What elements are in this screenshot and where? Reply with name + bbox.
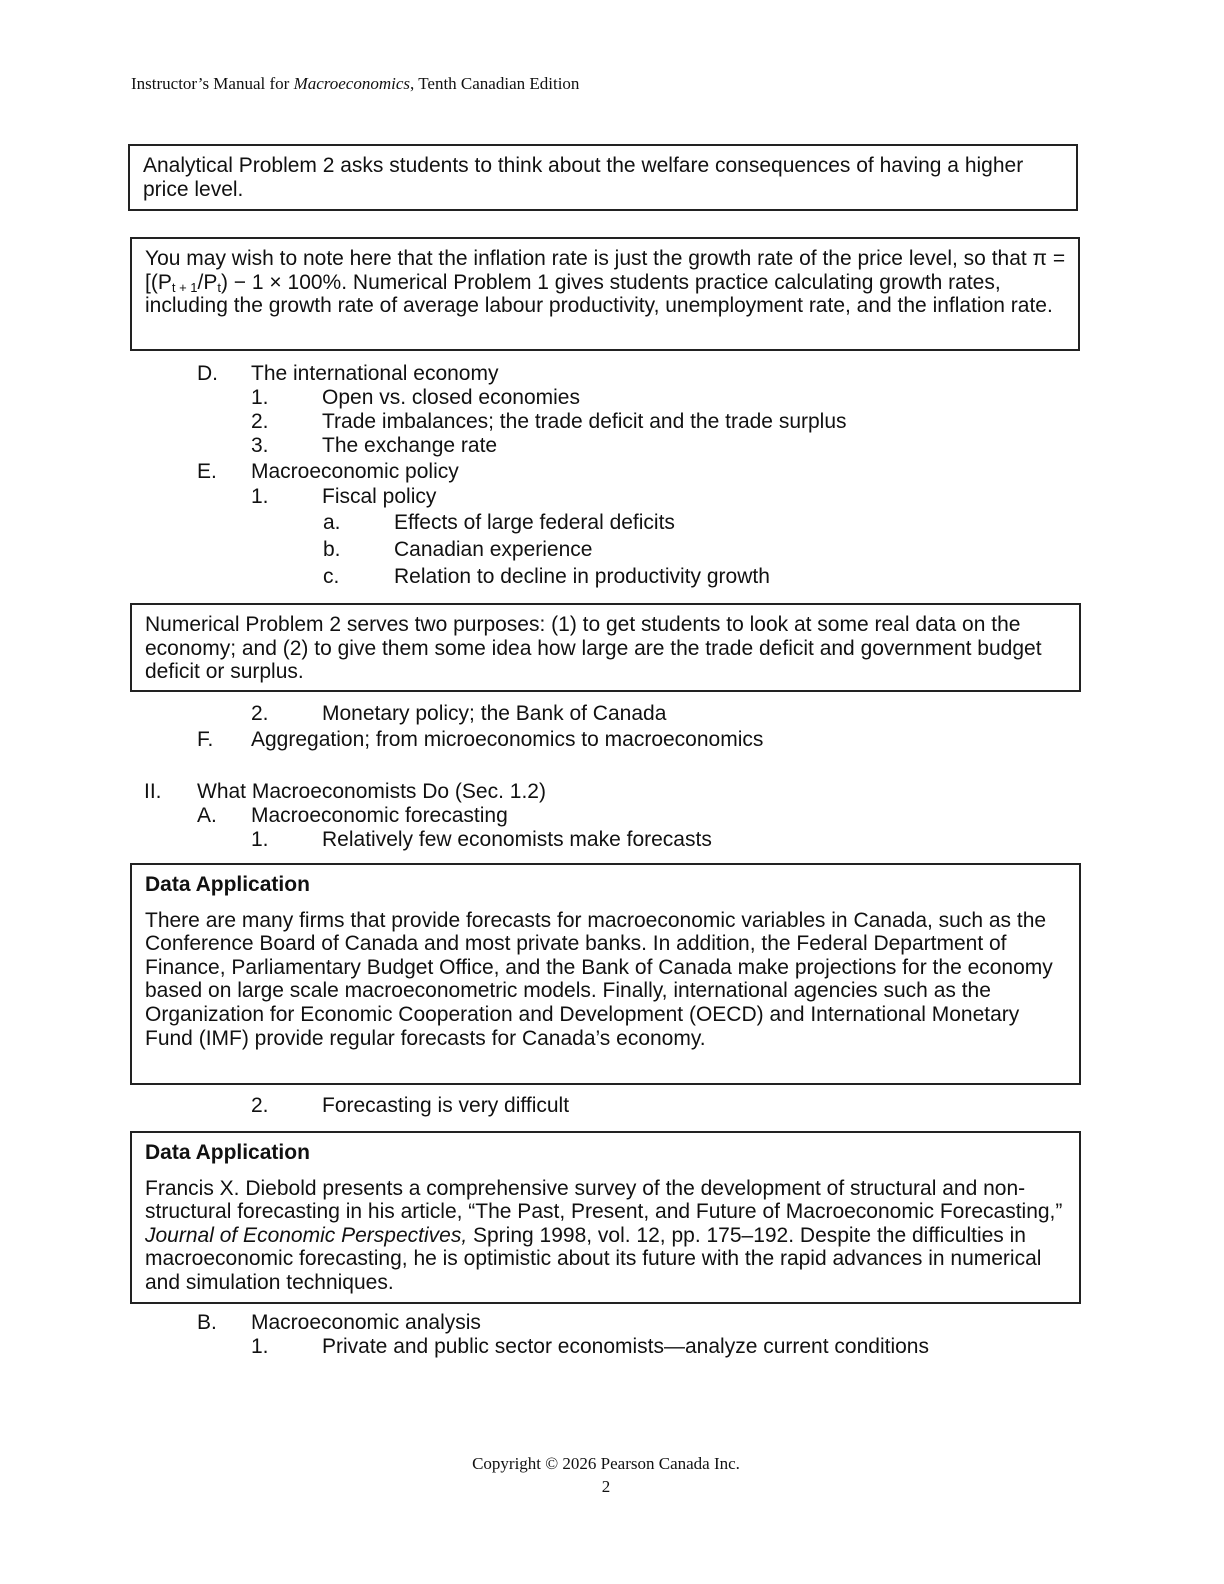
- numerical-problem-text: Numerical Problem 2 serves two purposes: (1) to get students to look at some real data on the economy; and (2) to give them some idea how large are the trade deficit and government budget deficit or surplus.: [145, 613, 1042, 684]
- data-application-text: There are many firms that provide forecasts for macroeconomic variables in Canada, such as the Conference Board of Canada and most private banks. In addition, the Federal Department of Finance, Parliamentary Budget Office, and the Bank of Canada make projections for the economy based on large scale macroeconometric models. Finally, international agencies such as the Organization for Economic Cooperation and Development (OECD) and International Monetary Fund (IMF) provide regular forecasts for Canada’s economy.: [145, 908, 1053, 1050]
- header-prefix: Instructor’s Manual for: [131, 74, 294, 93]
- page-number: 2: [601, 1477, 611, 1496]
- copyright-footer: Copyright © 2026 Pearson Canada Inc.: [472, 1454, 740, 1473]
- header-suffix: , Tenth Canadian Edition: [410, 74, 580, 93]
- inflation-note-box: [130, 237, 1080, 351]
- analytical-problem-text: Analytical Problem 2 asks students to think about the welfare consequences of having a higher price level.: [143, 154, 1024, 201]
- running-header: [131, 74, 579, 94]
- analytical-problem-box: [128, 144, 1078, 211]
- journal-title: Journal of Economic Perspectives,: [145, 1223, 468, 1247]
- inflation-note-text: You may wish to note here that the inflation rate is just the growth rate of the price level, so that $\pi = [(P_{t + 1}/P_t) - 1 \times 100\%$. Numerical Problem 1 gives students practice calculating growth rates, including the growth rate of average labour productivity, unemployment rate, and the inflation rate.: [145, 247, 1066, 318]
- box-heading: Data Application: [145, 873, 310, 896]
- data-application-text: Francis X. Diebold presents a comprehensive survey of the development of structural and non-structural forecasting in his article, “The Past, Present, and Future of Macroeconomic Forecasting,” Journal of Economic Perspectives, Spring 1998, vol. 12, pp. 175–192. Despite the difficulties in macroeconomic forecasting, he is optimistic about its future with the rapid advances in numerical and simulation techniques.: [145, 1176, 1063, 1294]
- box-heading: Data Application: [145, 1141, 310, 1164]
- numerical-problem-box: [130, 603, 1081, 692]
- data-application-box: [130, 1131, 1081, 1304]
- data-application-box: [130, 863, 1081, 1085]
- book-title: Macroeconomics: [293, 74, 411, 93]
